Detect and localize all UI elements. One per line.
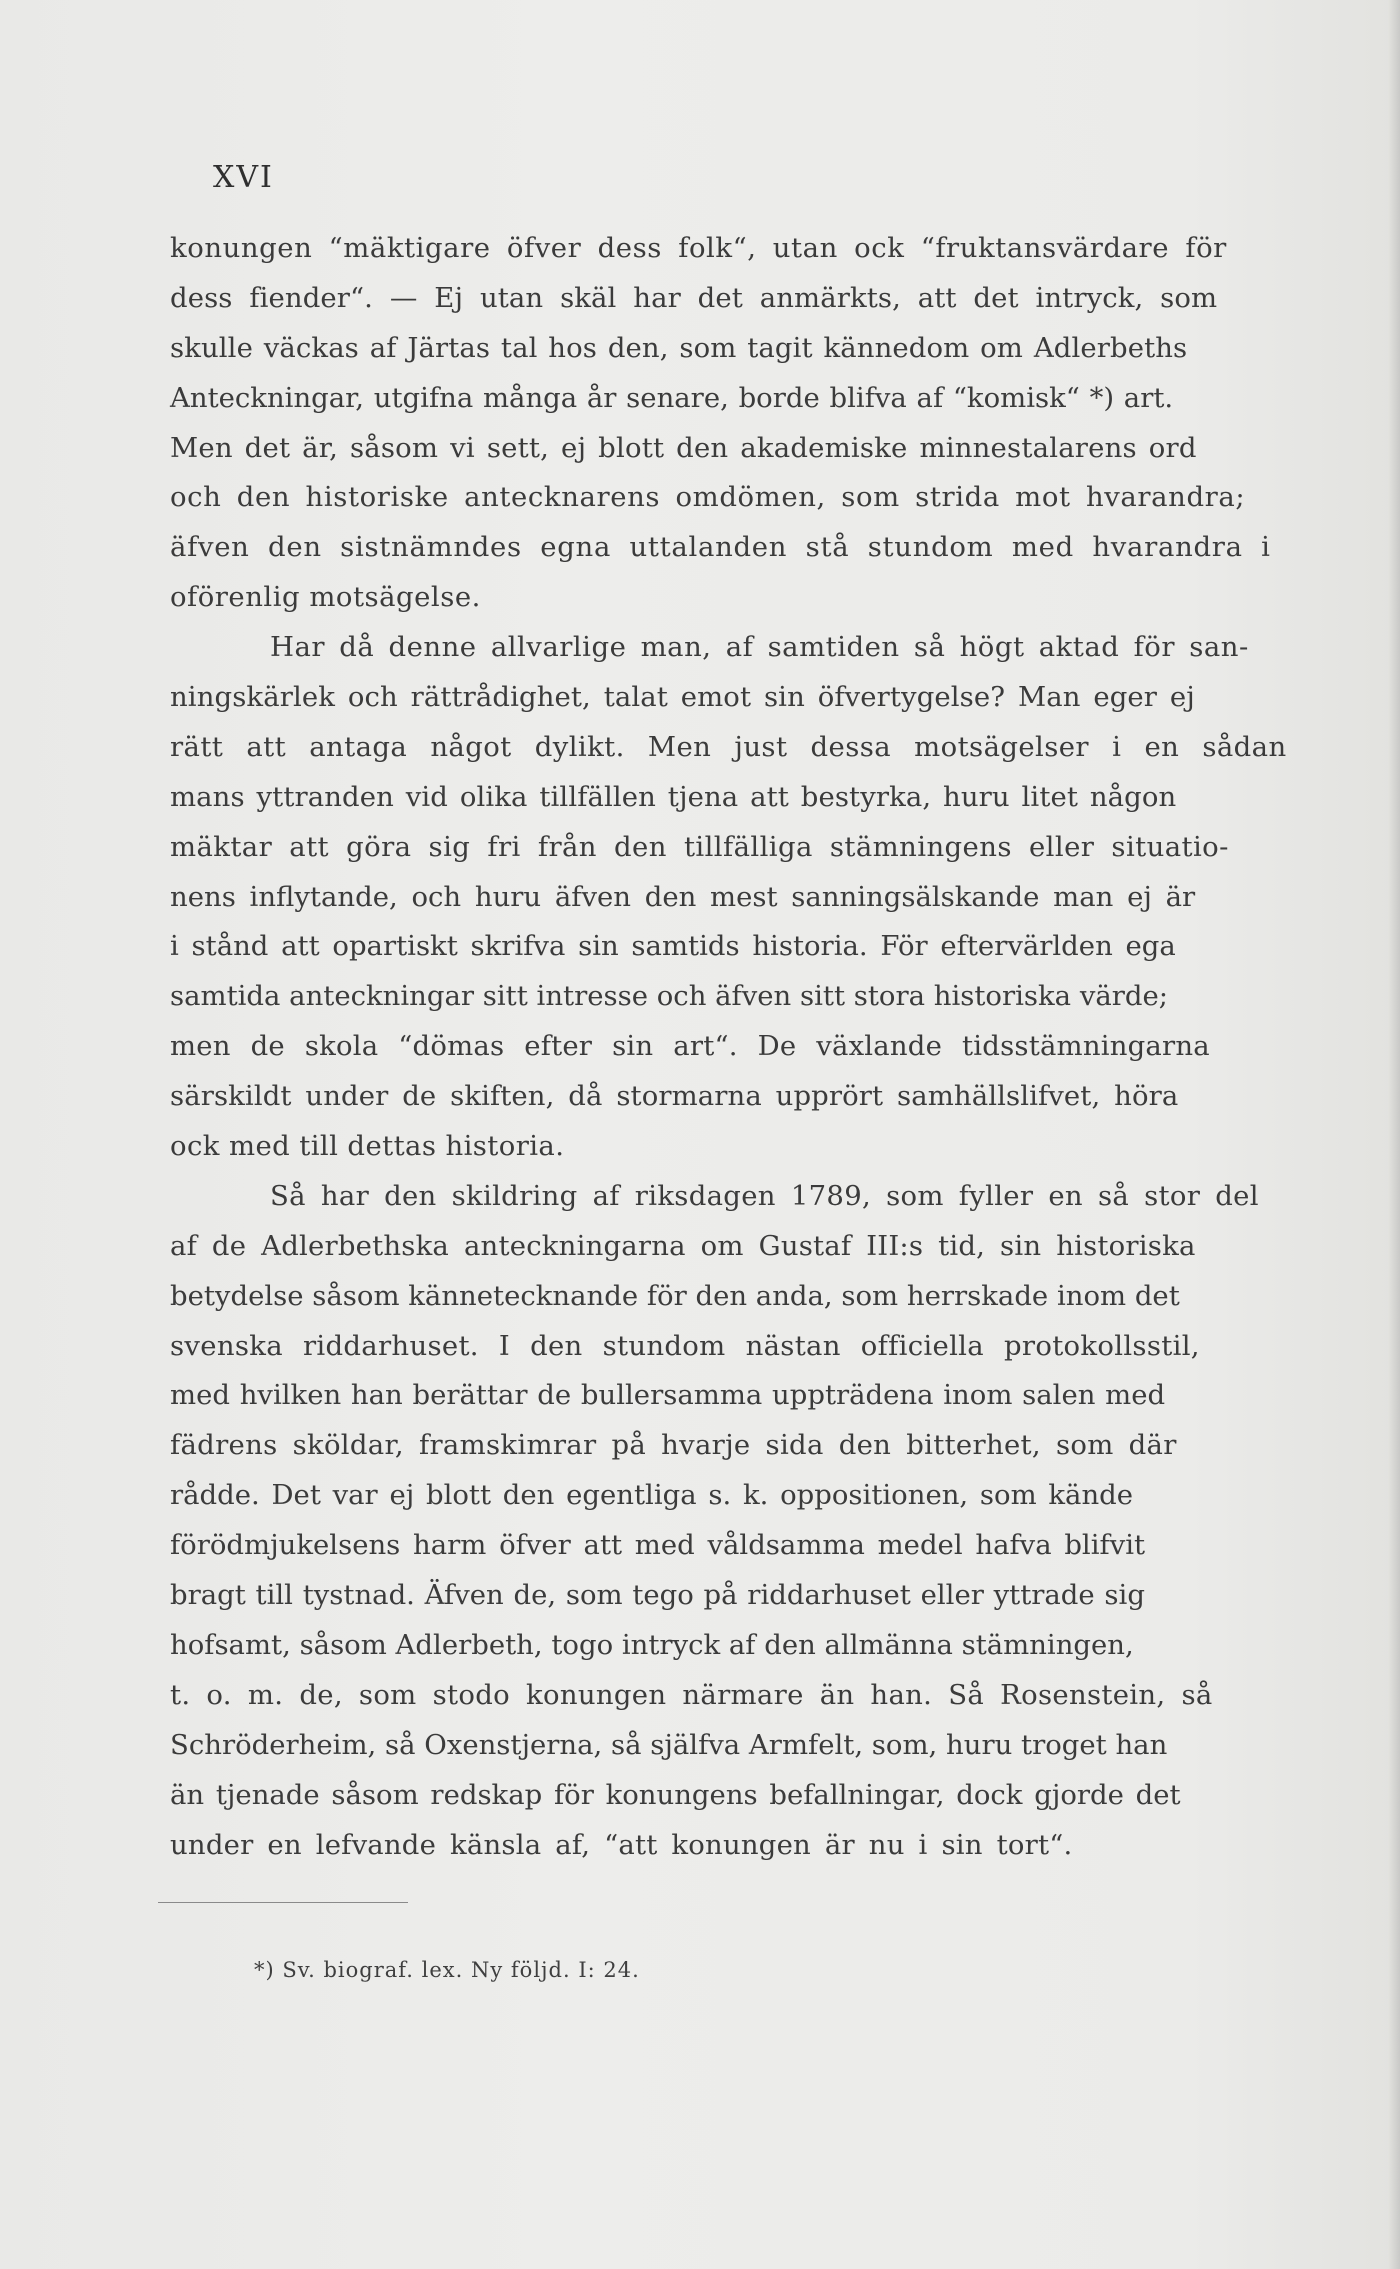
text-line: dess fiender“. — Ej utan skäl har det anmärkts, att det intryck, som — [170, 281, 1218, 314]
text-line: särskildt under de skiften, då stormarna upprört samhällslifvet, höra — [170, 1080, 1179, 1113]
text-line: i stånd att opartiskt skrifva sin samtids historia. För eftervärlden ega — [170, 930, 1176, 963]
text-line: under en lefvande känsla af, “att konungen är nu i sin tort“. — [170, 1828, 1073, 1861]
text-line: Anteckningar, utgifna många år senare, borde blifva af “komisk“ *) art. — [170, 381, 1174, 414]
text-line: Men det är, såsom vi sett, ej blott den akademiske minnestalarens ord — [170, 431, 1197, 464]
text-line: konungen “mäktigare öfver dess folk“, utan ock “fruktansvärdare för — [170, 232, 1227, 264]
page-edge-shadow — [1388, 0, 1400, 2269]
text-line: ock med till dettas historia. — [170, 1130, 565, 1163]
text-line: bragt till tystnad. Äfven de, som tego på riddarhuset eller yttrade sig — [170, 1579, 1145, 1612]
text-line: rätt att antaga något dylikt. Men just dessa motsägelser i en sådan — [170, 730, 1287, 763]
text-line: svenska riddarhuset. I den stundom nästan officiella protokollsstil, — [170, 1329, 1200, 1362]
text-line: nens inflytande, och huru äfven den mest sanningsälskande man ej är — [170, 880, 1196, 913]
text-line: förödmjukelsens harm öfver att med våldsamma medel hafva blifvit — [170, 1529, 1146, 1562]
text-line: än tjenade såsom redskap för konungens befallningar, dock gjorde det — [170, 1778, 1181, 1811]
text-line: rådde. Det var ej blott den egentliga s. k. oppositionen, som kände — [170, 1479, 1134, 1512]
text-line: t. o. m. de, som stodo konungen närmare än han. Så Rosenstein, så — [170, 1678, 1213, 1711]
text-line: hofsamt, såsom Adlerbeth, togo intryck af den allmänna stämningen, — [170, 1628, 1134, 1661]
text-line: betydelse såsom kännetecknande för den anda, som herrskade inom det — [170, 1279, 1180, 1312]
text-line: Schröderheim, så Oxenstjerna, så själfva Armfelt, som, huru troget han — [170, 1728, 1168, 1761]
text-line: fädrens sköldar, framskimrar på hvarje sida den bitterhet, som där — [170, 1429, 1177, 1462]
page-number: XVI — [213, 160, 274, 195]
text-line: äfven den sistnämndes egna uttalanden stå stundom med hvarandra i — [170, 531, 1271, 564]
text-line: samtida anteckningar sitt intresse och äfven sitt stora historiska värde; — [170, 980, 1169, 1013]
text-line: Har då denne allvarlige man, af samtiden så högt aktad för san- — [270, 631, 1249, 664]
body-text — [170, 224, 1340, 1870]
text-line: men de skola “dömas efter sin art“. De växlande tidsstämningarna — [170, 1030, 1210, 1063]
text-line: med hvilken han berättar de bullersamma uppträdena inom salen med — [170, 1379, 1166, 1412]
text-line: ningskärlek och rättrådighet, talat emot sin öfvertygelse? Man eger ej — [170, 681, 1195, 714]
text-line: skulle väckas af Järtas tal hos den, som tagit kännedom om Adlerbeths — [170, 331, 1188, 364]
text-line: Så har den skildring af riksdagen 1789, som fyller en så stor del — [270, 1179, 1259, 1212]
text-line: oförenlig motsägelse. — [170, 581, 481, 614]
text-line: mans yttranden vid olika tillfällen tjena att bestyrka, huru litet någon — [170, 780, 1177, 813]
footnote-divider — [158, 1902, 408, 1903]
footnote: *) Sv. biograf. lex. Ny följd. I: 24. — [254, 1958, 640, 1982]
text-line: mäktar att göra sig fri från den tillfälliga stämningens eller situatio- — [170, 830, 1229, 863]
text-line: af de Adlerbethska anteckningarna om Gustaf III:s tid, sin historiska — [170, 1229, 1196, 1262]
text-line: och den historiske antecknarens omdömen, som strida mot hvarandra; — [170, 481, 1246, 514]
